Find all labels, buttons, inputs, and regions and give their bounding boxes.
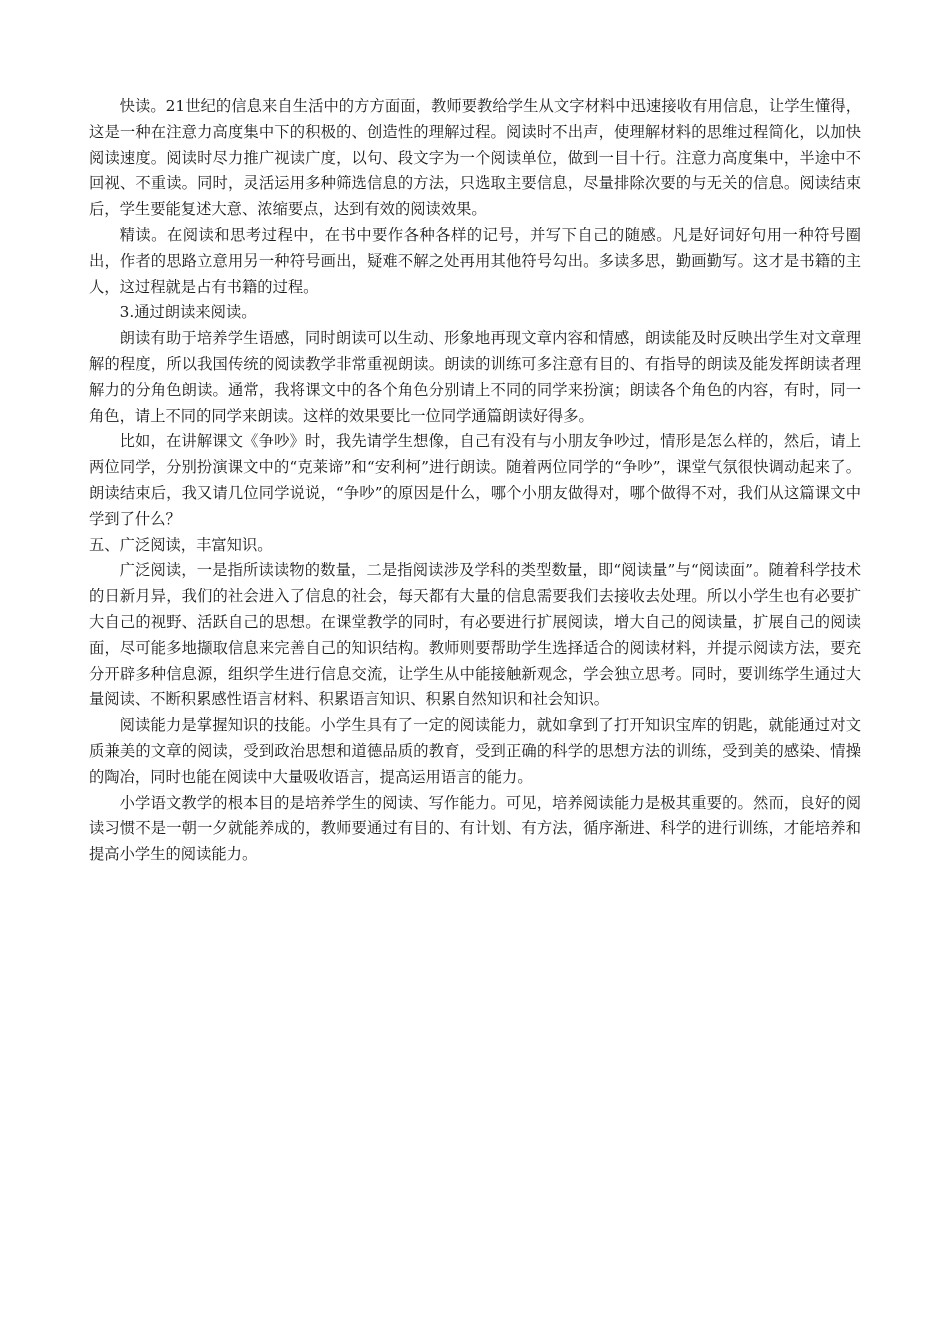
subheading-read-aloud: 3.通过朗读来阅读。	[119, 303, 257, 322]
paragraph-read-aloud: 朗读有助于培养学生语感，同时朗读可以生动、形象地再现文章内容和情感，朗读能及时反映出学生对文章理解的程度，所以我国传统的阅读教学非常重视朗读。朗读的训练可多注意有目的、有指导的朗读及能发挥朗读者理解力的分角色朗读。通常，我将课文中的各个角色分别请上不同的同学来扮演；朗读各个角色的内容，有时，同一角色，请上不同的同学来朗读。这样的效果要比一位同学通篇朗读好得多。	[89, 329, 861, 425]
paragraph-reading-ability: 阅读能力是掌握知识的技能。小学生具有了一定的阅读能力，就如拿到了打开知识宝库的钥匙，就能通过对文质兼美的文章的阅读，受到政治思想和道德品质的教育，受到正确的科学的思想方法的训练，受到美的感染、情操的陶冶，同时也能在阅读中大量吸收语言，提高运用语言的能力。	[89, 716, 861, 786]
paragraph-intensive-reading: 精读。在阅读和思考过程中，在书中要作各种各样的记号，并写下自己的随感。凡是好词好句用一种符号圈出，作者的思路立意用另一种符号画出，疑难不解之处再用其他符号勾出。多读多思，勤画勤写。这才是书籍的主人，这过程就是占有书籍的过程。	[89, 225, 861, 296]
paragraph-wide-reading: 广泛阅读，一是指所读读物的数量，二是指阅读涉及学科的类型数量，即“阅读量”与“阅读面”。随着科学技术的日新月异，我们的社会进入了信息的社会，每天都有大量的信息需要我们去接收去处理。所以小学生也有必要扩大自己的视野、活跃自己的思想。在课堂教学的同时，有必要进行扩展阅读，增大自己的阅读量，扩展自己的阅读面，尽可能多地撷取信息来完善自己的知识结构。教师则要帮助学生选择适合的阅读材料，并提示阅读方法，要充分开辟多种信息源，组织学生进行信息交流，让学生从中能接触新观念，学会独立思考。同时，要训练学生通过大量阅读、不断积累感性语言材料、积累语言知识、积累自然知识和社会知识。	[89, 561, 861, 709]
paragraph-quarrel-example: 比如，在讲解课文《争吵》时，我先请学生想像，自己有没有与小朋友争吵过，情形是怎么样的，然后，请上两位同学，分别扮演课文中的“克莱谛”和“安利柯”进行朗读。随着两位同学的“争吵”，课堂气氛很快调动起来了。朗读结束后，我又请几位同学说说，“争吵”的原因是什么，哪个小朋友做得对，哪个做得不对，我们从这篇课文中学到了什么？	[89, 432, 861, 528]
document-body	[89, 94, 861, 868]
section-heading-wide-reading: 五、广泛阅读，丰富知识。	[89, 535, 273, 554]
paragraph-fast-reading: 快读。21世纪的信息来自生活中的方方面面，教师要教给学生从文字材料中迅速接收有用信息，让学生懂得，这是一种在注意力高度集中下的积极的、创造性的理解过程。阅读时不出声，使理解材料的思维过程简化，以加快阅读速度。阅读时尽力推广视读广度，以句、段文字为一个阅读单位，做到一目十行。注意力高度集中，半途中不回视、不重读。同时，灵活运用多种筛选信息的方法，只选取主要信息，尽量排除次要的与无关的信息。阅读结束后，学生要能复述大意、浓缩要点，达到有效的阅读效果。	[89, 97, 861, 219]
paragraph-conclusion: 小学语文教学的根本目的是培养学生的阅读、写作能力。可见，培养阅读能力是极其重要的。然而，良好的阅读习惯不是一朝一夕就能养成的，教师要通过有目的、有计划、有方法，循序渐进、科学的进行训练，才能培养和提高小学生的阅读能力。	[89, 793, 861, 864]
